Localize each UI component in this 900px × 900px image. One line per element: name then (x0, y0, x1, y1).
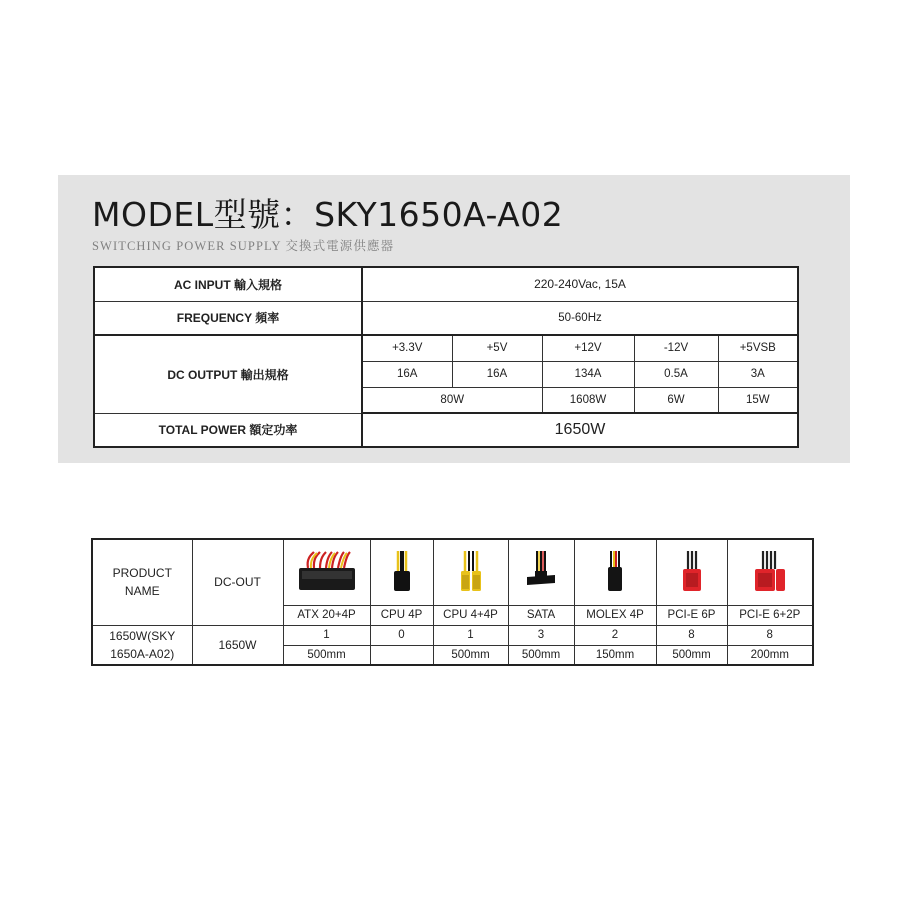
cable-length (370, 645, 433, 665)
spec-table (93, 266, 799, 448)
connector-type: SATA (508, 605, 574, 625)
rail-voltage: +12V (542, 335, 634, 361)
rail-voltage: -12V (634, 335, 718, 361)
connector-image-cell (727, 539, 813, 605)
connector-image-cell (370, 539, 433, 605)
rail-current: 16A (362, 361, 452, 387)
product-name-line: 1650W(SKY (109, 628, 176, 643)
atx-connector-icon (296, 550, 358, 594)
rail-voltage: +5V (452, 335, 542, 361)
product-name-line: 1650A-A02) (110, 646, 175, 661)
connector-table (91, 538, 814, 666)
table-row (94, 301, 798, 335)
rail-wattage: 1608W (542, 387, 634, 413)
connector-count: 8 (656, 625, 727, 645)
pcie-6-2p-connector-icon (749, 549, 791, 595)
cpu-4-4p-connector-icon (455, 549, 487, 595)
cpu-4p-connector-icon (387, 549, 417, 595)
table-row (94, 413, 798, 447)
rail-current: 134A (542, 361, 634, 387)
connector-count: 1 (433, 625, 508, 645)
connector-type: PCI-E 6P (656, 605, 727, 625)
rail-wattage: 6W (634, 387, 718, 413)
rail-current: 16A (452, 361, 542, 387)
dc-out-header: DC-OUT (192, 539, 283, 625)
total-power-label: TOTAL POWER 額定功率 (94, 413, 362, 447)
connector-type: CPU 4P (370, 605, 433, 625)
rail-current: 3A (718, 361, 798, 387)
ac-input-value: 220-240Vac, 15A (362, 267, 798, 301)
connector-image-cell (656, 539, 727, 605)
table-row (92, 539, 813, 605)
connector-count: 3 (508, 625, 574, 645)
product-name-header (92, 539, 192, 625)
connector-image-cell (574, 539, 656, 605)
product-header-line: PRODUCT (112, 566, 172, 581)
product-header-line: NAME (124, 584, 160, 599)
rail-wattage: 15W (718, 387, 798, 413)
cable-length: 500mm (283, 645, 370, 665)
table-row (94, 267, 798, 301)
cable-length: 500mm (433, 645, 508, 665)
connector-image-cell (283, 539, 370, 605)
rail-wattage: 80W (362, 387, 542, 413)
connector-image-cell (433, 539, 508, 605)
connector-type: PCI-E 6+2P (727, 605, 813, 625)
cable-length: 500mm (508, 645, 574, 665)
frequency-value: 50-60Hz (362, 301, 798, 335)
model-title: MODEL型號：SKY1650A-A02 (92, 195, 564, 234)
ac-input-label: AC INPUT 輸入規格 (94, 267, 362, 301)
product-name (92, 625, 192, 665)
connector-count: 2 (574, 625, 656, 645)
dc-out-value: 1650W (192, 625, 283, 665)
connector-count: 8 (727, 625, 813, 645)
rail-current: 0.5A (634, 361, 718, 387)
connector-type: MOLEX 4P (574, 605, 656, 625)
cable-length: 200mm (727, 645, 813, 665)
cable-length: 500mm (656, 645, 727, 665)
spec-panel (58, 175, 850, 463)
sata-connector-icon (523, 549, 559, 595)
total-power-value: 1650W (362, 413, 798, 447)
model-subtitle: SWITCHING POWER SUPPLY 交換式電源供應器 (92, 239, 395, 253)
pcie-6p-connector-icon (676, 549, 708, 595)
table-row (92, 625, 813, 645)
connector-type: CPU 4+4P (433, 605, 508, 625)
connector-type: ATX 20+4P (283, 605, 370, 625)
rail-voltage: +3.3V (362, 335, 452, 361)
table-row (94, 335, 798, 361)
connector-image-cell (508, 539, 574, 605)
dc-output-label: DC OUTPUT 輸出規格 (94, 335, 362, 413)
connector-count: 0 (370, 625, 433, 645)
frequency-label: FREQUENCY 頻率 (94, 301, 362, 335)
connector-count: 1 (283, 625, 370, 645)
molex-connector-icon (600, 549, 630, 595)
cable-length: 150mm (574, 645, 656, 665)
rail-voltage: +5VSB (718, 335, 798, 361)
